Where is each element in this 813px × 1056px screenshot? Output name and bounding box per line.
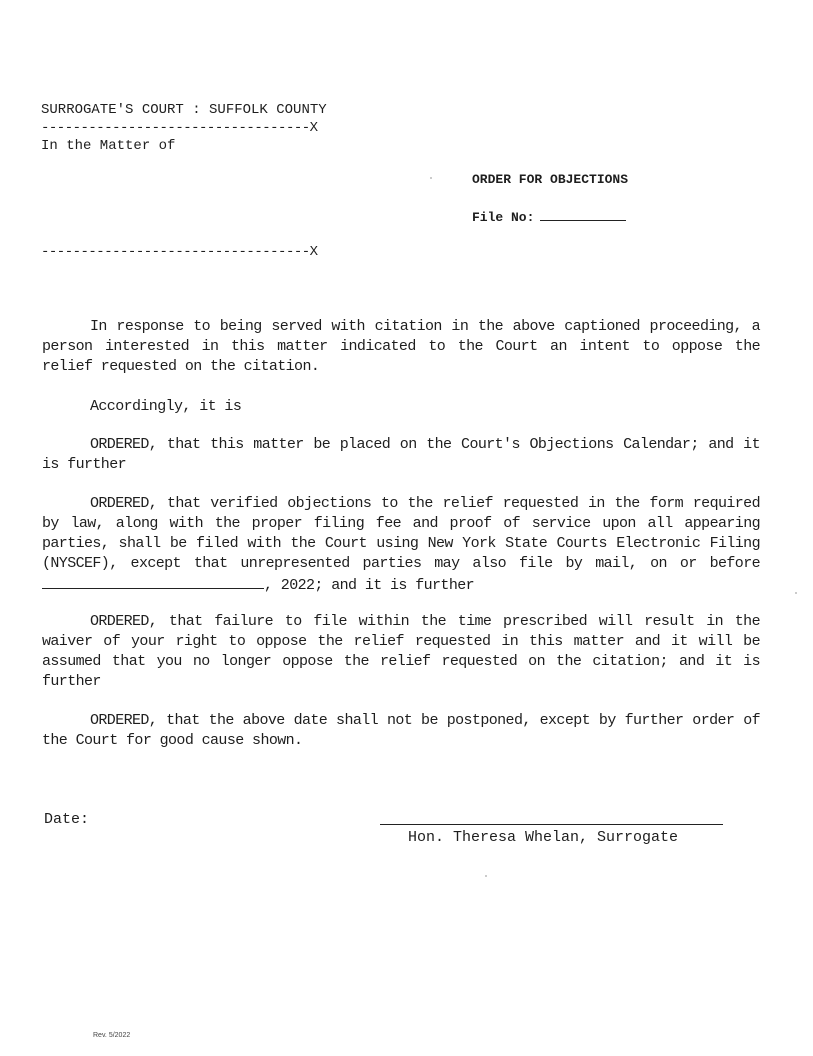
scan-speck <box>795 592 797 594</box>
date-label: Date: <box>44 811 90 828</box>
signature-line[interactable] <box>380 824 723 825</box>
paragraph-accordingly-text: Accordingly, it is <box>90 398 242 415</box>
paragraph-order-waiver <box>42 612 760 692</box>
paragraph-order-objections-text: ORDERED, that verified objections to the relief requested in the form required by law, along with the proper filing fee and proof of service upon all appearing parties, shall be filed with the Court using New York State Courts Electronic Filing (NYSCEF), except that unrepresented parties may also file by mail, on or before <box>42 495 760 572</box>
court-name: SURROGATE'S COURT : SUFFOLK COUNTY <box>41 102 327 118</box>
file-no-field[interactable] <box>540 206 626 221</box>
scan-speck <box>485 875 487 877</box>
caption-divider-top: ----------------------------------X <box>41 120 318 136</box>
revision-note: Rev. 5/2022 <box>93 1032 131 1039</box>
paragraph-accordingly <box>42 397 760 417</box>
in-the-matter-label: In the Matter of <box>41 138 176 154</box>
paragraph-order-postpone <box>42 711 760 751</box>
paragraph-order-postpone-text: ORDERED, that the above date shall not be postponed, except by further order of the Court for good cause shown. <box>42 712 760 749</box>
paragraph-order-objections <box>42 494 760 596</box>
paragraph-order-objections-tail: , 2022; and it is further <box>264 577 475 594</box>
file-no-label: File No: <box>472 210 535 225</box>
paragraph-order-calendar <box>42 435 760 475</box>
file-number <box>472 206 626 228</box>
deadline-date-field[interactable] <box>42 574 264 589</box>
paragraph-intro <box>42 317 760 377</box>
caption-divider-bottom: ----------------------------------X <box>41 244 318 260</box>
paragraph-order-calendar-text: ORDERED, that this matter be placed on the Court's Objections Calendar; and it is further <box>42 436 760 473</box>
document-title: ORDER FOR OBJECTIONS <box>472 172 629 187</box>
paragraph-intro-text: In response to being served with citation in the above captioned proceeding, a person interested in this matter indicated to the Court an intent to oppose the relief requested on the citation. <box>42 318 760 375</box>
paragraph-order-waiver-text: ORDERED, that failure to file within the time prescribed will result in the waiver of your right to oppose the relief requested in this matter and it will be assumed that you no longer oppose the relief requested on the citation; and it is further <box>42 613 760 690</box>
signer-name: Hon. Theresa Whelan, Surrogate <box>408 829 679 846</box>
scan-speck <box>430 177 432 179</box>
